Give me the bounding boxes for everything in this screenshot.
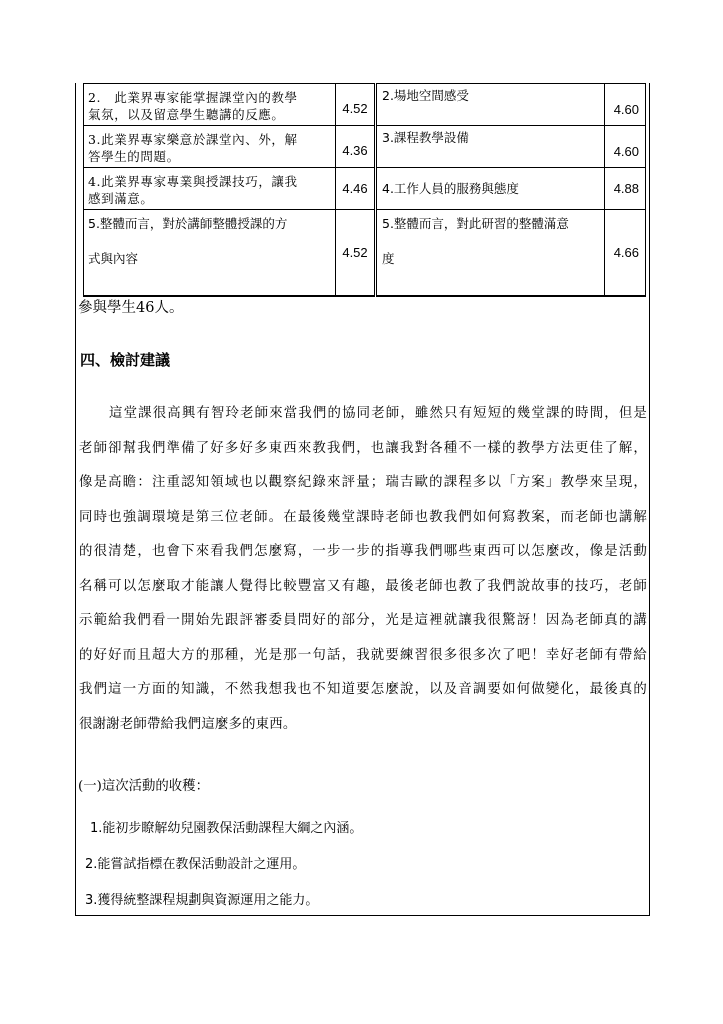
question-cell [376,210,605,296]
question-line: 感到滿意。 [88,191,154,206]
paragraph-line: 很謝謝老師帶給我們這麼多的東西。 [79,716,297,732]
question-cell: 3.課程教學設備 [376,126,605,168]
paragraph-line: 我們這一方面的知識，不然我想我也不知道要怎麼說，以及音調要如何做變化，最後真的 [79,682,647,697]
score-cell: 4.60 [605,126,646,168]
question-line: 氣氛，以及留意學生聽講的反應。 [88,107,285,122]
table-row [84,168,646,210]
question-line: 4.此業界專家專業與授課技巧，讓我 [88,174,298,189]
score-cell: 4.46 [336,168,376,210]
question-line: 式與內容 [88,251,139,266]
question-cell [84,126,336,168]
question-line: 5.整體而言，對此研習的整體滿意 [382,216,569,231]
table-row [84,84,646,126]
table-row [84,126,646,168]
paragraph-line: 的好好而且超大方的那種，光是那一句話，我就要練習很多很多次了吧！幸好老師有帶給 [79,647,647,663]
question-cell [84,210,336,296]
satisfaction-table [83,83,646,297]
paragraph-line: 老師卻幫我們準備了好多好多東西來教我們，也讓我對各種不一樣的教學方法更佳了解， [79,440,647,456]
score-cell: 4.52 [336,84,376,126]
harvest-heading: (一)這次活動的收穫： [78,779,209,794]
score-cell: 4.66 [605,210,646,296]
score-cell: 4.52 [336,210,376,296]
paragraph-line: 這堂課很高興有智玲老師來當我們的協同老師，雖然只有短短的幾堂課的時間，但是 [109,406,647,421]
paragraph-line: 名稱可以怎麼取才能讓人覺得比較豐富又有趣，最後老師也教了我們說故事的技巧，老師 [79,578,647,594]
question-line: 5.整體而言，對於講師整體授課的方 [88,216,288,231]
question-cell: 4.工作人員的服務與態度 [376,168,605,210]
section-heading: 四、檢討建議 [80,351,171,369]
question-line: 度 [382,251,395,266]
participant-count: 參與學生46人。 [78,300,184,316]
table-row [84,210,646,296]
reflection-paragraph [79,397,647,742]
harvest-item: 2.能嘗試指標在教保活動設計之運用。 [85,857,306,872]
question-line: 答學生的問題。 [88,149,180,164]
score-cell: 4.36 [336,126,376,168]
paragraph-line: 像是高瞻：注重認知領域也以觀察紀錄來評量；瑞吉歐的課程多以「方案」教學來呈現， [79,475,647,490]
harvest-item: 3.獲得統整課程規劃與資源運用之能力。 [85,893,319,908]
paragraph-line: 同時也強調環境是第三位老師。在最後幾堂課時老師也教我們如何寫教案，而老師也講解 [79,509,647,525]
harvest-item: 1.能初步瞭解幼兒園教保活動課程大綱之內涵。 [90,821,363,836]
question-line: 2. 此業界專家能掌握課堂內的教學 [88,90,298,105]
report-frame [75,83,650,916]
score-cell: 4.60 [605,84,646,126]
question-cell [84,84,336,126]
paragraph-line: 示範給我們看一開始先跟評審委員問好的部分，光是這裡就讓我很驚訝！因為老師真的講 [79,613,647,628]
score-cell: 4.88 [605,168,646,210]
question-cell [84,168,336,210]
question-cell: 2.場地空間感受 [376,84,605,126]
paragraph-line: 的很清楚，也會下來看我們怎麼寫，一步一步的指導我們哪些東西可以怎麼改，像是活動 [79,544,647,559]
question-line: 3.此業界專家樂意於課堂內、外，解 [88,132,298,147]
